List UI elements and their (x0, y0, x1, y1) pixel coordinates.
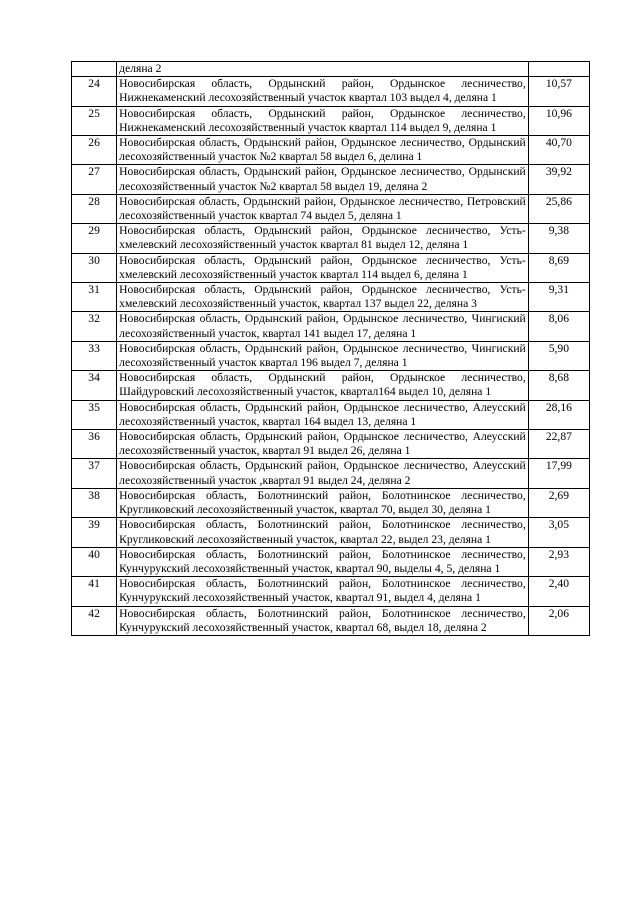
plot-location (117, 488, 529, 517)
plot-location-text: Новосибирская область, Болотнинский район, Болотнинское лесничество, Кругликовский лесохозяйственный участок, квартал 70, выдел 30, деляна 1 (119, 488, 526, 517)
table-row (72, 606, 590, 635)
plot-location (117, 136, 529, 165)
plot-location (117, 547, 529, 576)
table-row (72, 341, 590, 370)
row-number: 29 (72, 224, 117, 253)
plot-location (117, 518, 529, 547)
plot-location-text: Новосибирская область, Ордынский район, Ордынское лесничество, Нижнекаменский лесохозяйственный участок квартал 114 выдел 9, деляна 1 (119, 106, 526, 134)
row-number: 36 (72, 430, 117, 459)
plot-location (117, 312, 529, 341)
plot-area: 39,92 (528, 165, 589, 194)
plot-location-text: Новосибирская область, Ордынский район, Ордынское лесничество, Нижнекаменский лесохозяйственный участок квартал 103 выдел 4, деляна 1 (119, 77, 526, 105)
table-row (72, 518, 590, 547)
plot-area: 22,87 (528, 430, 589, 459)
plot-area: 3,05 (528, 518, 589, 547)
plot-location (117, 577, 529, 606)
plot-location-text: Новосибирская область, Ордынский район, Ордынское лесничество, Ордынский лесохозяйственный участок №2 квартал 58 выдел 19, деляна 2 (119, 165, 526, 193)
row-number: 28 (72, 194, 117, 223)
table-row (72, 136, 590, 165)
row-number: 30 (72, 253, 117, 282)
table-row (72, 547, 590, 576)
table-row (72, 165, 590, 194)
row-number: 26 (72, 136, 117, 165)
plot-area: 10,96 (528, 106, 589, 135)
plot-location (117, 459, 529, 488)
row-number (72, 62, 117, 77)
plot-location-text: Новосибирская область, Ордынский район, Ордынское лесничество, Усть-хмелевский лесохозяйственный участок квартал 114 выдел 6, деляна 1 (119, 253, 526, 281)
table-row (72, 312, 590, 341)
row-number: 42 (72, 606, 117, 635)
plot-location-text: Новосибирская область, Ордынский район, Ордынское лесничество, Шайдуровский лесохозяйственный участок, квартал164 выдел 10, деляна 1 (119, 371, 526, 399)
row-number: 41 (72, 577, 117, 606)
plot-location-text: Новосибирская область, Ордынский район, Ордынское лесничество, Чингиский лесохозяйственный участок квартал 196 выдел 7, деляна 1 (119, 341, 526, 370)
plot-location (117, 224, 529, 253)
table-row (72, 577, 590, 606)
plot-area: 17,99 (528, 459, 589, 488)
table-row (72, 488, 590, 517)
row-number: 40 (72, 547, 117, 576)
table-row (72, 400, 590, 429)
row-number: 24 (72, 77, 117, 106)
plot-location-text: Новосибирская область, Ордынский район, Ордынское лесничество, Алеусский лесохозяйственный участок ,квартал 91 выдел 24, деляна 2 (119, 459, 526, 487)
plot-location-text: Новосибирская область, Ордынский район, Ордынское лесничество, Усть-хмелевский лесохозяйственный участок, квартал 137 выдел 22, деляна 3 (119, 283, 526, 311)
plots-table-body (72, 62, 590, 636)
row-number: 31 (72, 283, 117, 312)
plot-location (117, 165, 529, 194)
plot-location-text: Новосибирская область, Ордынский район, Ордынское лесничество, Усть-хмелевский лесохозяйственный участок квартал 81 выдел 12, деляна 1 (119, 224, 526, 252)
plot-location-text: Новосибирская область, Ордынский район, Ордынское лесничество, Ордынский лесохозяйственный участок №2 квартал 58 выдел 6, делина 1 (119, 136, 526, 164)
table-row (72, 62, 590, 77)
row-number: 32 (72, 312, 117, 341)
plot-area: 10,57 (528, 77, 589, 106)
row-number: 33 (72, 341, 117, 370)
plot-location (117, 77, 529, 106)
row-number: 39 (72, 518, 117, 547)
plot-area: 28,16 (528, 400, 589, 429)
plot-location (117, 194, 529, 223)
plot-location (117, 430, 529, 459)
table-row (72, 194, 590, 223)
plot-location-text: Новосибирская область, Ордынский район, Ордынское лесничество, Алеусский лесохозяйственный участок, квартал 164 выдел 13, деляна 1 (119, 400, 526, 428)
plot-location-text: Новосибирская область, Болотнинский район, Болотнинское лесничество, Кунчурукский лесохозяйственный участок, квартал 68, выдел 18, деляна 2 (119, 606, 526, 634)
plot-area: 2,69 (528, 488, 589, 517)
table-row (72, 283, 590, 312)
table-row (72, 224, 590, 253)
table-row (72, 430, 590, 459)
plot-area: 2,06 (528, 606, 589, 635)
plot-location-text: деляна 2 (119, 62, 162, 75)
plot-area: 9,38 (528, 224, 589, 253)
plot-location (117, 341, 529, 370)
plot-area: 5,90 (528, 341, 589, 370)
plot-area: 25,86 (528, 194, 589, 223)
row-number: 35 (72, 400, 117, 429)
plot-location (117, 62, 529, 77)
plot-location (117, 400, 529, 429)
plot-location-text: Новосибирская область, Ордынский район, Ордынское лесничество, Алеусский лесохозяйственный участок, квартал 91 выдел 26, деляна 1 (119, 430, 526, 458)
row-number: 34 (72, 371, 117, 400)
plot-location-text: Новосибирская область, Ордынский район, Ордынское лесничество, Петровский лесохозяйственный участок квартал 74 выдел 5, деляна 1 (119, 194, 526, 223)
plot-area (528, 62, 589, 77)
plot-area: 9,31 (528, 283, 589, 312)
plot-area: 8,68 (528, 371, 589, 400)
row-number: 25 (72, 106, 117, 135)
plot-area: 40,70 (528, 136, 589, 165)
row-number: 27 (72, 165, 117, 194)
table-row (72, 77, 590, 106)
row-number: 37 (72, 459, 117, 488)
table-row (72, 459, 590, 488)
plot-location-text: Новосибирская область, Болотнинский район, Болотнинское лесничество, Кунчурукский лесохозяйственный участок, квартал 91, выдел 4, деляна 1 (119, 577, 526, 605)
plot-location (117, 606, 529, 635)
plot-location (117, 253, 529, 282)
table-row (72, 371, 590, 400)
row-number: 38 (72, 488, 117, 517)
plot-location (117, 371, 529, 400)
plot-area: 2,40 (528, 577, 589, 606)
plot-location-text: Новосибирская область, Ордынский район, Ордынское лесничество, Чингиский лесохозяйственный участок, квартал 141 выдел 17, деляна 1 (119, 312, 526, 340)
plot-area: 8,69 (528, 253, 589, 282)
plot-location (117, 106, 529, 135)
plot-area: 8,06 (528, 312, 589, 341)
table-row (72, 253, 590, 282)
table-row (72, 106, 590, 135)
plot-location-text: Новосибирская область, Болотнинский район, Болотнинское лесничество, Кунчурукский лесохозяйственный участок, квартал 90, выделы 4, 5, деляна 1 (119, 547, 526, 575)
plot-location-text: Новосибирская область, Болотнинский район, Болотнинское лесничество, Кругликовский лесохозяйственный участок, квартал 22, выдел 23, деляна 1 (119, 518, 526, 546)
plots-table (71, 61, 590, 636)
plot-location (117, 283, 529, 312)
plot-area: 2,93 (528, 547, 589, 576)
